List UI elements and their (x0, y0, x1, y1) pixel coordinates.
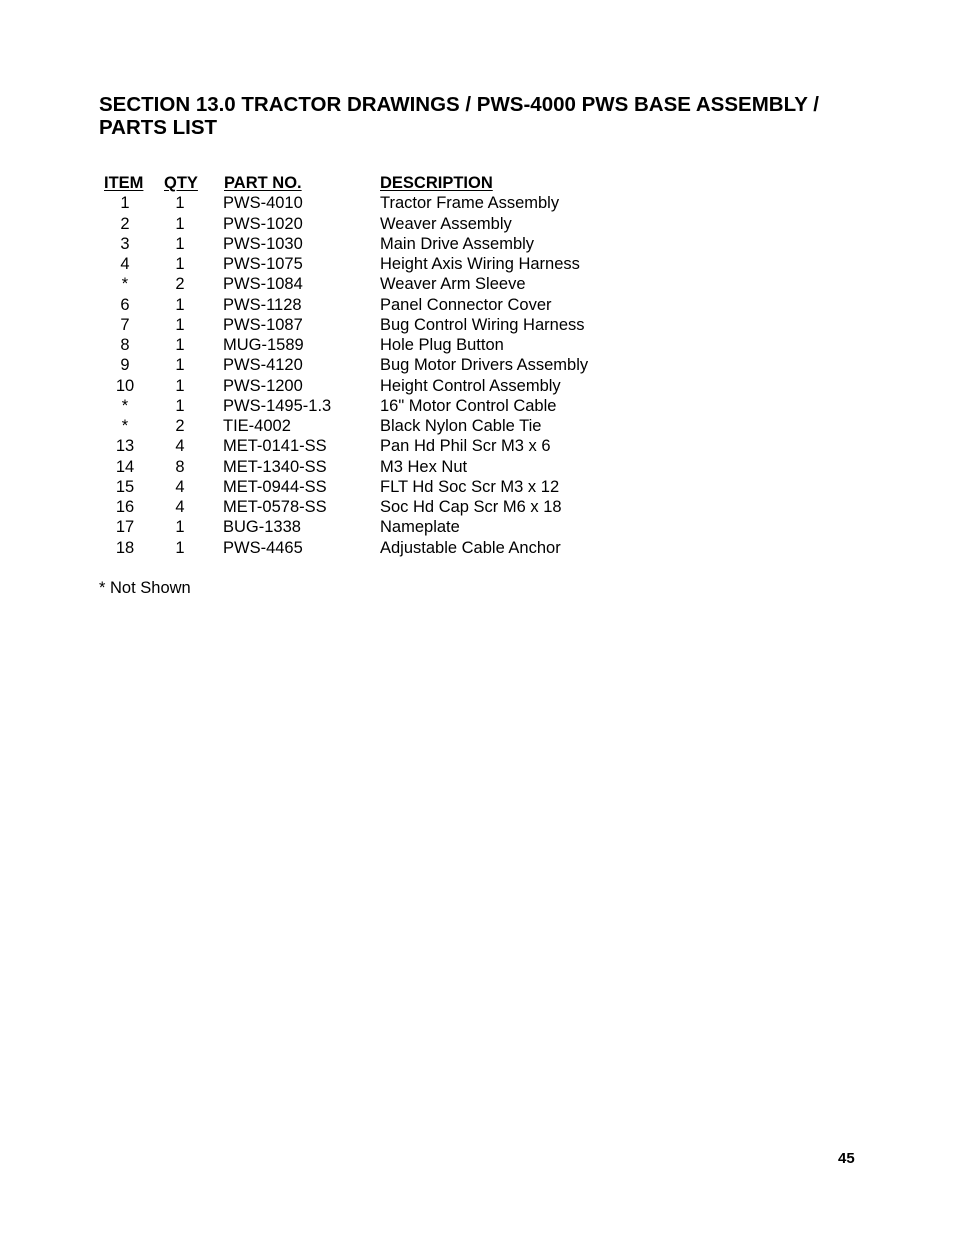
cell-description: Bug Motor Drivers Assembly (380, 356, 589, 375)
cell-item: 9 (120, 356, 130, 375)
cell-item: 2 (120, 214, 130, 233)
page-title: SECTION 13.0 TRACTOR DRAWINGS / PWS-4000 PWS BASE ASSEMBLY / PARTS LIST (99, 93, 819, 139)
cell-description: FLT Hd Soc Scr M3 x 12 (380, 477, 560, 496)
cell-qty: 4 (175, 477, 185, 496)
footnote: * Not Shown (99, 579, 191, 597)
cell-description: Main Drive Assembly (380, 234, 535, 253)
cell-description: Black Nylon Cable Tie (380, 417, 542, 435)
cell-part-no: PWS-1075 (223, 255, 303, 273)
cell-description: Soc Hd Cap Scr M6 x 18 (380, 498, 562, 516)
cell-qty: 1 (175, 255, 185, 273)
cell-item: 14 (115, 457, 135, 476)
cell-qty: 1 (175, 376, 185, 395)
cell-description: Bug Control Wiring Harness (380, 315, 585, 334)
cell-qty: 2 (175, 275, 185, 294)
cell-part-no: PWS-1030 (223, 234, 303, 253)
cell-description: 16" Motor Control Cable (380, 396, 557, 415)
header-part-no: PART NO. (224, 174, 302, 192)
cell-item: 1 (120, 194, 130, 213)
cell-qty: 1 (175, 336, 185, 354)
header-item: ITEM (104, 174, 144, 192)
cell-part-no: MET-0578-SS (223, 498, 327, 516)
cell-description: Hole Plug Button (380, 336, 504, 354)
cell-part-no: BUG-1338 (223, 518, 301, 537)
cell-description: Height Control Assembly (380, 376, 561, 395)
cell-item: * (121, 396, 129, 415)
cell-description: Height Axis Wiring Harness (380, 255, 580, 273)
cell-description: M3 Hex Nut (380, 457, 468, 476)
cell-qty: 1 (175, 295, 185, 314)
cell-qty: 8 (175, 457, 185, 476)
cell-item: 8 (120, 336, 130, 354)
cell-qty: 4 (175, 437, 185, 456)
cell-item: * (121, 417, 129, 435)
header-description: DESCRIPTION (380, 174, 493, 192)
cell-item: 17 (115, 518, 135, 537)
cell-qty: 4 (175, 498, 185, 516)
cell-part-no: PWS-4010 (223, 194, 303, 213)
cell-item: 13 (115, 437, 135, 456)
cell-part-no: PWS-1128 (223, 295, 302, 314)
cell-qty: 1 (175, 214, 185, 233)
cell-qty: 1 (175, 234, 185, 253)
cell-item: 16 (115, 498, 135, 516)
cell-item: 18 (115, 538, 135, 557)
cell-part-no: MET-0141-SS (223, 437, 327, 456)
cell-qty: 1 (175, 538, 185, 557)
cell-item: 10 (115, 376, 135, 395)
cell-part-no: PWS-1084 (223, 275, 303, 294)
cell-part-no: PWS-1495-1.3 (223, 396, 332, 415)
cell-qty: 1 (175, 356, 185, 375)
cell-item: 15 (115, 477, 135, 496)
cell-part-no: PWS-1020 (223, 214, 303, 233)
cell-part-no: PWS-1200 (223, 376, 303, 395)
cell-description: Adjustable Cable Anchor (380, 538, 561, 557)
cell-part-no: PWS-4465 (223, 538, 303, 557)
cell-qty: 1 (175, 315, 185, 334)
cell-part-no: MUG-1589 (223, 336, 304, 354)
cell-part-no: PWS-1087 (223, 315, 303, 334)
cell-description: Nameplate (380, 518, 460, 537)
cell-part-no: MET-1340-SS (223, 457, 327, 476)
header-qty: QTY (164, 174, 198, 192)
cell-description: Panel Connector Cover (380, 295, 552, 314)
cell-item: 7 (120, 315, 130, 334)
cell-qty: 1 (175, 396, 185, 415)
cell-part-no: PWS-4120 (223, 356, 303, 375)
cell-description: Weaver Arm Sleeve (380, 275, 526, 294)
cell-item: 3 (120, 234, 130, 253)
cell-part-no: TIE-4002 (223, 417, 291, 435)
page-number: 45 (838, 1150, 855, 1167)
cell-item: 6 (120, 295, 130, 314)
cell-part-no: MET-0944-SS (223, 477, 327, 496)
cell-description: Tractor Frame Assembly (380, 194, 560, 213)
cell-item: * (121, 275, 129, 294)
cell-qty: 1 (175, 194, 185, 213)
cell-qty: 2 (175, 417, 185, 435)
cell-qty: 1 (175, 518, 185, 537)
cell-item: 4 (120, 255, 130, 273)
cell-description: Pan Hd Phil Scr M3 x 6 (380, 437, 551, 456)
cell-description: Weaver Assembly (380, 214, 512, 233)
